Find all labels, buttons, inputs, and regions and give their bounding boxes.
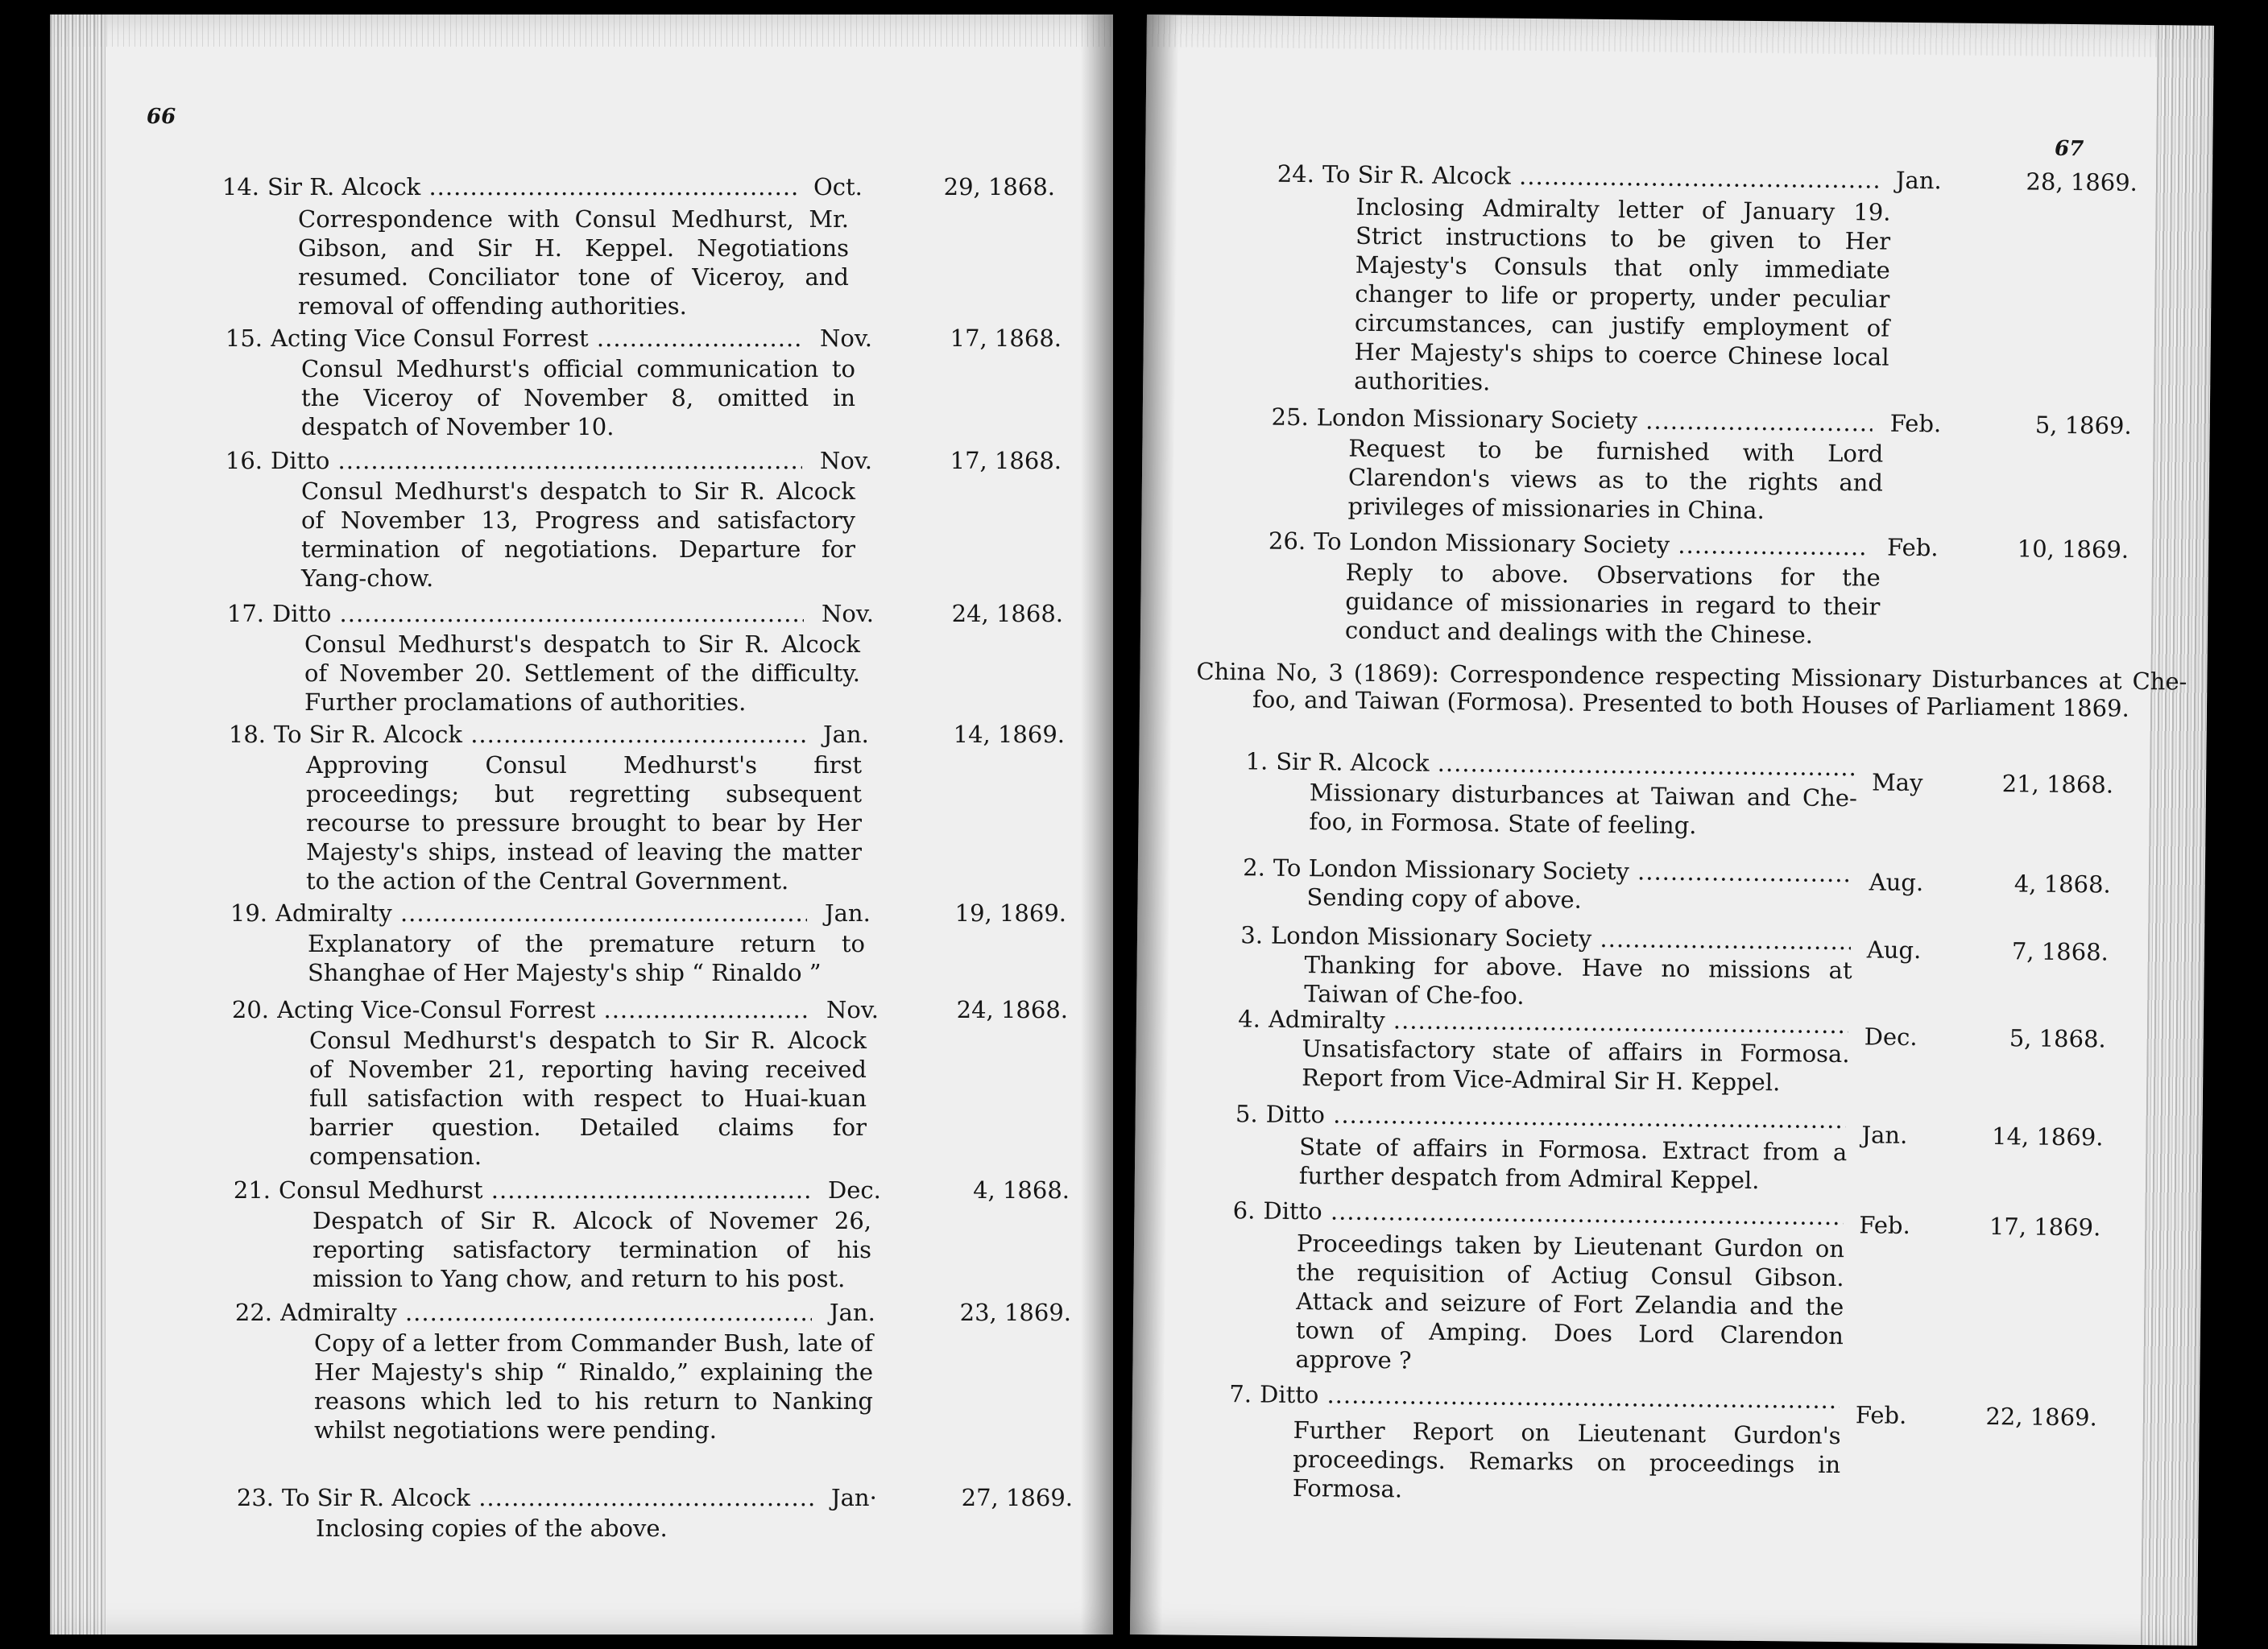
entry-month: Dec.: [828, 1176, 881, 1204]
entry-number: 7.: [1229, 1380, 1252, 1408]
entry-day-year: 22, 1869.: [1985, 1403, 2097, 1432]
list-item: [219, 899, 1089, 995]
entry-date: [828, 1176, 1070, 1205]
left-page: [50, 14, 1113, 1635]
list-item: [1216, 853, 2151, 927]
entry-month: Dec.: [1864, 1023, 1918, 1052]
entry-heading: Admiralty .....: [1269, 1005, 1848, 1040]
entry-body: Request to be furnished with Lord Clarendon's views as to the rights and privileges of missionaries in China.: [1347, 434, 1884, 525]
entry-date: [813, 172, 1055, 201]
entry-date: [1864, 1022, 2106, 1053]
entry-month: Oct.: [813, 173, 863, 200]
list-item: [226, 1483, 1095, 1548]
entry-body: Unsatisfactory state of affairs in Formosa. Report from Vice-Admiral Sir H. Keppel.: [1302, 1035, 1850, 1097]
entry-date: [1872, 767, 2113, 799]
entry-date: [820, 446, 1062, 475]
entry-month: Feb.: [1859, 1211, 1910, 1240]
entry-heading: Acting Vice-Consul Forrest .....: [277, 995, 809, 1024]
entry-body: Missionary disturbances at Taiwan and Che-foo, in Formosa. State of feeling.: [1309, 779, 1858, 840]
entry-number: 21.: [233, 1176, 271, 1204]
entry-month: Feb.: [1889, 409, 1942, 438]
entry-body: Proceedings taken by Lieutenant Gurdon on the requisition of Actiug Consul Gibson. Attack and seizure of Fort Zelandia and the town of Amping. Does Lord Clarendon approve ?: [1295, 1230, 1845, 1374]
entry-heading: London Missionary Society .....: [1271, 921, 1851, 957]
entry-day-year: 21, 1868.: [2001, 770, 2114, 799]
list-item: [214, 446, 1084, 591]
entry-date: [1869, 867, 2111, 899]
list-item: [1206, 1196, 2142, 1374]
entry-body: Further Report on Lieutenant Gurdon's proceedings. Remarks on proceedings in Formosa.: [1292, 1415, 1841, 1503]
entry-number: 2.: [1243, 853, 1266, 882]
entry-date: [1887, 533, 2129, 564]
book-gutter: [1130, 14, 1179, 1635]
entry-date: [831, 1483, 1073, 1512]
entry-body: Despatch of Sir R. Alcock of Novemer 26, reporting satisfactory termination of his mission to Yang chow, and return to his post.: [312, 1207, 871, 1292]
entry-heading: Ditto .....: [1263, 1196, 1843, 1232]
entry-date: [823, 720, 1065, 749]
entry-date: [826, 995, 1068, 1024]
entry-number: 1.: [1245, 747, 1269, 775]
entry-body: Consul Medhurst's despatch to Sir R. Alcock of November 13, Progress and satisfactory termination of negotiations. Departure for Yang-chow.: [301, 477, 855, 592]
list-item: [224, 1298, 1094, 1467]
list-item: [211, 172, 1081, 320]
list-item: [216, 599, 1086, 720]
entry-date: [1856, 1400, 2097, 1432]
entry-number: 17.: [226, 600, 264, 627]
entry-heading: Ditto .....: [271, 446, 802, 475]
entry-body: State of affairs in Formosa. Extract from a further despatch from Admiral Keppel.: [1298, 1133, 1848, 1195]
page-speckle: [50, 14, 1113, 47]
entry-day-year: 10, 1869.: [2017, 535, 2129, 564]
entry-day-year: 4, 1868.: [2013, 870, 2111, 899]
list-item: [214, 324, 1084, 444]
list-item: [1256, 526, 2144, 656]
entry-month: May: [1871, 768, 1923, 797]
entry-day-year: 5, 1869.: [2034, 411, 2132, 440]
list-item: [221, 995, 1091, 1170]
entry-day-year: 24, 1868.: [951, 600, 1063, 627]
entry-heading: To Sir R. Alcock .....: [282, 1483, 813, 1512]
entry-month: Jan.: [1861, 1121, 1908, 1149]
entry-number: 3.: [1240, 921, 1264, 949]
entry-number: 22.: [234, 1299, 272, 1326]
list-item: [1219, 746, 2154, 853]
entry-day-year: 29, 1868.: [943, 173, 1055, 200]
entry-month: Jan·: [831, 1484, 877, 1511]
entry-date: [820, 324, 1062, 353]
entry-month: Jan.: [830, 1299, 875, 1326]
entry-body: Thanking for above. Have no missions at Taiwan of Che-foo.: [1304, 951, 1852, 1010]
entry-month: Feb.: [1855, 1401, 1907, 1429]
entry-body: Correspondence with Consul Medhurst, Mr. Gibson, and Sir H. Keppel. Negotiations resumed. Conciliator tone of Viceroy, and removal of offending authorities.: [298, 205, 849, 320]
entry-heading: Ditto .....: [1260, 1380, 1840, 1415]
entry-date: [1859, 1210, 2100, 1242]
entry-number: 23.: [236, 1484, 274, 1511]
entry-heading: London Missionary Society .....: [1317, 403, 1873, 437]
entry-heading: Ditto .....: [1266, 1100, 1846, 1135]
entry-date: [822, 599, 1063, 628]
entry-number: 26.: [1268, 527, 1306, 556]
entry-day-year: 4, 1868.: [973, 1176, 1070, 1204]
entry-day-year: 24, 1868.: [956, 996, 1068, 1023]
entry-month: Nov.: [820, 447, 872, 474]
entry-number: 24.: [1277, 159, 1315, 188]
entry-body: Explanatory of the premature return to Shanghae of Her Majesty's ship “ Rinaldo ”: [308, 930, 865, 986]
entry-number: 25.: [1271, 403, 1309, 432]
entry-heading: To London Missionary Society .....: [1273, 853, 1853, 889]
entry-heading: To Sir R. Alcock .....: [274, 720, 805, 749]
entry-body: Reply to above. Observations for the guidance of missionaries in regard to their conduct and dealings with the Chinese.: [1344, 558, 1881, 649]
entry-date: [1861, 1120, 2103, 1151]
entry-body: Copy of a letter from Commander Bush, late of Her Majesty's ship “ Rinaldo,” explaining the reasons which led to his return to Nanking whilst negotiations were pending.: [314, 1329, 873, 1444]
entry-body: Consul Medhurst's official communication to the Viceroy of November 8, omitted in despatch of November 10.: [301, 355, 855, 440]
entry-month: Aug.: [1866, 936, 1922, 965]
entry-month: Feb.: [1886, 533, 1939, 562]
entry-date: [830, 1298, 1071, 1327]
entry-body: Inclosing copies of the above.: [316, 1515, 668, 1542]
entry-number: 14.: [221, 173, 259, 200]
entry-body: Consul Medhurst's despatch to Sir R. Alcock of November 20. Settlement of the difficulty. Further proclamations of authorities.: [304, 630, 860, 716]
entry-day-year: 7, 1868.: [2011, 937, 2109, 966]
entry-date: [825, 899, 1066, 928]
entry-number: 15.: [225, 324, 263, 352]
entry-number: 20.: [231, 996, 269, 1023]
entry-month: Nov.: [826, 996, 879, 1023]
entry-number: 5.: [1235, 1100, 1258, 1128]
entry-heading: Sir R. Alcock .....: [1276, 747, 1856, 783]
entry-body: Sending copy of above.: [1306, 883, 1583, 914]
page-number: 66: [147, 105, 176, 129]
entry-month: Jan.: [823, 721, 869, 748]
entry-day-year: 23, 1869.: [959, 1299, 1071, 1326]
list-item: [1214, 920, 2149, 1010]
entry-date: [1896, 166, 2138, 197]
entry-number: 16.: [225, 447, 263, 474]
entry-body: Consul Medhurst's despatch to Sir R. Alcock of November 21, reporting having received full satisfaction with respect to Huai-kuan barrier question. Detailed claims for compensation.: [309, 1027, 867, 1170]
entry-heading: Consul Medhurst .....: [279, 1176, 810, 1205]
entry-heading: Sir R. Alcock .....: [267, 172, 799, 201]
list-item: [217, 720, 1087, 895]
entry-heading: Ditto .....: [272, 599, 804, 628]
entry-heading: Admiralty .....: [280, 1298, 812, 1327]
entry-body: Inclosing Admiralty letter of January 19. Strict instructions to be given to Her Majesty's Consuls that only immediate changer to life or property, under peculiar circumstances, can justify employment of Her Majesty's ships to coerce Chinese local authorities.: [1354, 192, 1891, 396]
page-speckle: [1147, 14, 2214, 58]
entry-month: Jan.: [825, 899, 871, 927]
entry-body: Approving Consul Medhurst's first proceedings; but regretting subsequent recourse to pressure brought to bear by Her Majesty's ships, instead of leaving the matter to the action of the Central Government.: [306, 751, 862, 895]
entry-month: Aug.: [1869, 868, 1924, 897]
entry-heading: Admiralty .....: [275, 899, 807, 928]
list-item: [1202, 1379, 2138, 1502]
page-edge: [50, 14, 106, 1635]
entry-day-year: 17, 1869.: [1989, 1213, 2101, 1242]
entry-number: 4.: [1238, 1005, 1261, 1033]
entry-date: [1890, 409, 2132, 440]
entry-number: 18.: [228, 721, 266, 748]
entry-month: Nov.: [822, 600, 874, 627]
entry-date: [1867, 935, 2109, 966]
list-item: [1211, 1004, 2146, 1097]
list-item: [1259, 403, 2146, 533]
entry-heading: To Sir R. Alcock .....: [1322, 159, 1878, 194]
entry-day-year: 27, 1869.: [961, 1484, 1073, 1511]
entry-day-year: 17, 1868.: [950, 324, 1062, 352]
entry-heading: Acting Vice Consul Forrest .....: [271, 324, 802, 353]
entry-heading: To London Missionary Society .....: [1314, 527, 1869, 561]
entry-day-year: 17, 1868.: [950, 447, 1062, 474]
publication-heading: China No, 3 (1869): Correspondence respecting Missionary Disturbances at Che-foo, and Taiwan (Formosa). Presented to both Houses of Parliament 1869.: [1196, 657, 2187, 722]
list-item: [1264, 159, 2152, 396]
entry-number: 6.: [1232, 1196, 1256, 1225]
entry-day-year: 14, 1869.: [953, 721, 1065, 748]
entry-day-year: 5, 1868.: [2009, 1024, 2106, 1053]
page-number: 67: [2054, 136, 2084, 162]
entry-day-year: 14, 1869.: [1991, 1122, 2104, 1151]
entry-day-year: 28, 1869.: [2026, 167, 2138, 196]
right-page: [1130, 14, 2214, 1646]
entry-day-year: 19, 1869.: [954, 899, 1066, 927]
entry-number: 19.: [230, 899, 267, 927]
list-item: [1209, 1099, 2144, 1197]
list-item: [222, 1176, 1092, 1296]
entry-month: Jan.: [1895, 166, 1942, 195]
entry-month: Nov.: [820, 324, 872, 352]
